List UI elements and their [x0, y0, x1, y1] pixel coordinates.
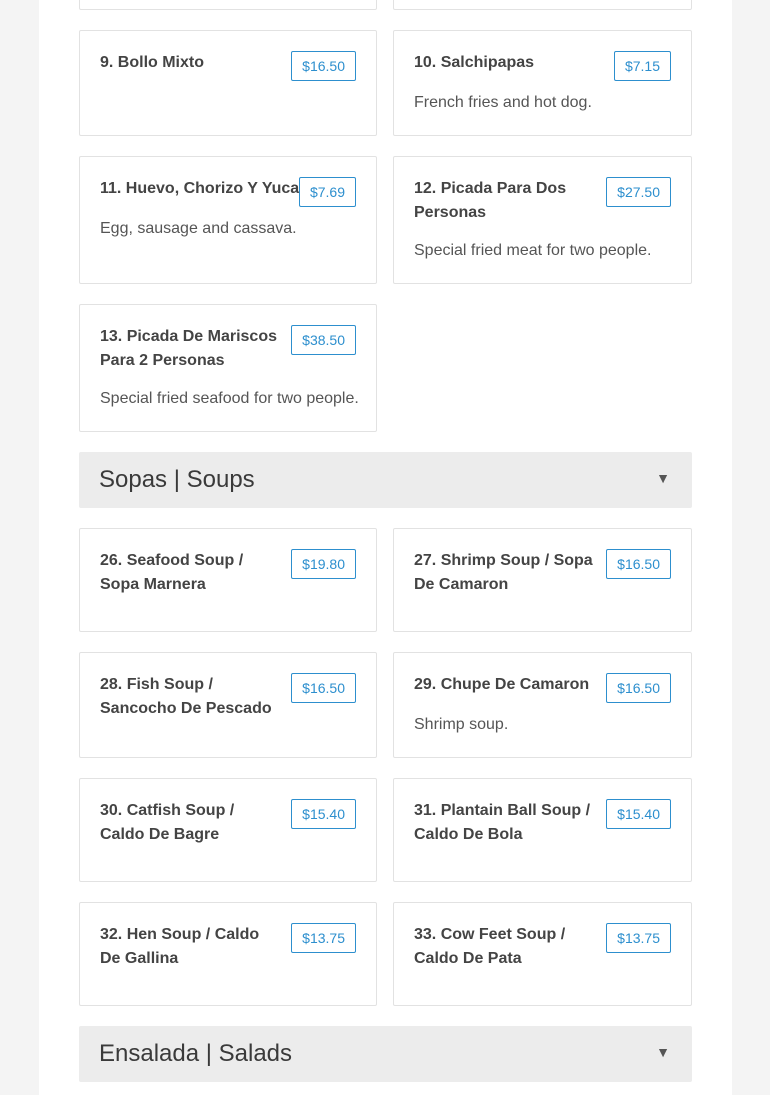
- section-header-soups[interactable]: [79, 452, 692, 508]
- item-description: French fries and hot dog.: [414, 94, 592, 111]
- chevron-down-icon[interactable]: ▼: [656, 1044, 670, 1060]
- menu-item-card[interactable]: [79, 902, 377, 1006]
- item-description: Egg, sausage and cassava.: [100, 220, 297, 237]
- item-name: 31. Plantain Ball Soup / Caldo De Bola: [414, 802, 591, 843]
- item-price[interactable]: $38.50: [291, 325, 356, 355]
- item-name: 11. Huevo, Chorizo Y Yuca: [100, 180, 300, 197]
- menu-item-card[interactable]: [393, 652, 692, 758]
- item-price[interactable]: $19.80: [291, 549, 356, 579]
- item-price[interactable]: $16.50: [606, 673, 671, 703]
- item-price[interactable]: $13.75: [606, 923, 671, 953]
- menu-item-card[interactable]: [393, 528, 692, 632]
- item-price[interactable]: $15.40: [606, 799, 671, 829]
- item-price[interactable]: $27.50: [606, 177, 671, 207]
- item-price[interactable]: $13.75: [291, 923, 356, 953]
- menu-item-card[interactable]: [79, 30, 377, 136]
- item-description: Shrimp soup.: [414, 716, 509, 733]
- menu-item-card[interactable]: [393, 30, 692, 136]
- item-name: 10. Salchipapas: [414, 54, 535, 71]
- menu-item-card[interactable]: [393, 902, 692, 1006]
- item-price[interactable]: $16.50: [606, 549, 671, 579]
- item-name: 28. Fish Soup / Sancocho De Pescado: [100, 676, 272, 717]
- menu-item-card[interactable]: [79, 156, 377, 284]
- menu-item-card[interactable]: [393, 0, 692, 10]
- section-title: Sopas | Soups: [99, 466, 255, 493]
- chevron-down-icon[interactable]: ▼: [656, 470, 670, 486]
- item-price[interactable]: $16.50: [291, 673, 356, 703]
- section-header-salads[interactable]: [79, 1026, 692, 1082]
- menu-item-card[interactable]: [79, 528, 377, 632]
- item-name: 29. Chupe De Camaron: [414, 676, 590, 693]
- menu-item-card[interactable]: [393, 156, 692, 284]
- item-price[interactable]: $16.50: [291, 51, 356, 81]
- menu-item-card[interactable]: [79, 0, 377, 10]
- section-title: Ensalada | Salads: [99, 1040, 293, 1067]
- item-name: 9. Bollo Mixto: [100, 54, 204, 71]
- item-name: 12. Picada Para Dos Personas: [414, 180, 567, 221]
- item-name: 27. Shrimp Soup / Sopa De Camaron: [414, 552, 593, 593]
- item-price[interactable]: $7.69: [299, 177, 356, 207]
- item-name: 32. Hen Soup / Caldo De Gallina: [100, 926, 260, 967]
- menu-item-card[interactable]: [79, 304, 377, 432]
- item-name: 30. Catfish Soup / Caldo De Bagre: [100, 802, 235, 843]
- menu-item-card[interactable]: [393, 778, 692, 882]
- item-name: 26. Seafood Soup / Sopa Marnera: [100, 552, 244, 593]
- menu-item-card[interactable]: [79, 778, 377, 882]
- item-name: 33. Cow Feet Soup / Caldo De Pata: [414, 926, 566, 967]
- item-price[interactable]: $7.15: [614, 51, 671, 81]
- item-name: 13. Picada De Mariscos Para 2 Personas: [100, 328, 277, 369]
- menu-item-card[interactable]: [79, 652, 377, 758]
- item-description: Special fried seafood for two people.: [100, 390, 359, 407]
- item-price[interactable]: $15.40: [291, 799, 356, 829]
- item-description: Special fried meat for two people.: [414, 242, 652, 259]
